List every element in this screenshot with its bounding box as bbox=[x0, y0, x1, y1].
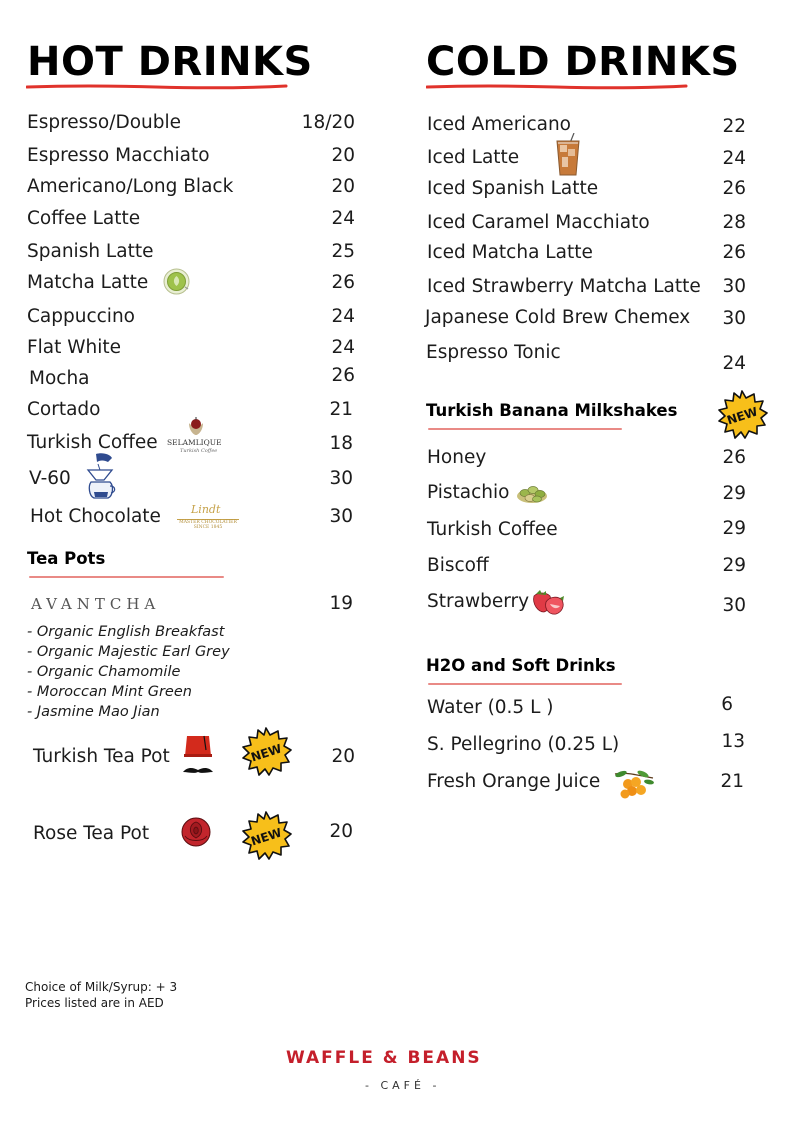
menu-item-price: 22 bbox=[722, 116, 746, 137]
tea-variety: - Moroccan Mint Green bbox=[27, 684, 192, 700]
menu-item-price: 26 bbox=[331, 365, 355, 386]
menu-item-name: Biscoff bbox=[427, 555, 489, 576]
selamlique-logo: SELAMLIQUE bbox=[167, 438, 222, 447]
menu-item-price: 29 bbox=[722, 518, 746, 539]
menu-item-price: 26 bbox=[331, 272, 355, 293]
menu-item-price: 26 bbox=[722, 242, 746, 263]
menu-item-name: Spanish Latte bbox=[27, 241, 154, 262]
selamlique-tagline: Turkish Coffee bbox=[180, 448, 218, 454]
tea-variety: - Organic Chamomile bbox=[27, 664, 181, 680]
menu-item-name: Cappuccino bbox=[27, 306, 135, 327]
milkshakes-underline bbox=[428, 428, 622, 430]
lindt-tagline-line1: MASTER CHOCOLATIER bbox=[179, 520, 237, 525]
tea-variety: - Jasmine Mao Jian bbox=[27, 704, 160, 720]
menu-item-price: 24 bbox=[331, 208, 355, 229]
menu-item-name: Turkish Coffee bbox=[427, 519, 558, 540]
menu-item-name: Espresso Tonic bbox=[426, 342, 561, 363]
menu-item-price: 26 bbox=[722, 178, 746, 199]
cold-drinks-title: COLD DRINKS bbox=[426, 39, 740, 85]
menu-item-name: Japanese Cold Brew Chemex bbox=[425, 307, 691, 328]
menu-notes bbox=[25, 980, 177, 1011]
menu-item-name: Turkish Coffee bbox=[27, 432, 158, 453]
menu-item-name: Pistachio bbox=[427, 482, 510, 503]
menu-item-name: Cortado bbox=[27, 399, 101, 420]
menu-item-price: 20 bbox=[331, 145, 355, 166]
selamlique-emblem-icon bbox=[186, 415, 206, 437]
menu-item-name: Iced Strawberry Matcha Latte bbox=[427, 276, 701, 297]
menu-item-name: Iced Americano bbox=[427, 114, 571, 135]
menu-item-price: 18 bbox=[329, 433, 353, 454]
svg-text:NEW: NEW bbox=[725, 404, 760, 428]
svg-text:NEW: NEW bbox=[249, 741, 284, 765]
menu-item-name: Espresso Macchiato bbox=[27, 145, 210, 166]
menu-item-price: 20 bbox=[331, 176, 355, 197]
menu-item-price: 30 bbox=[722, 308, 746, 329]
matcha-cup-icon bbox=[163, 268, 190, 295]
menu-item-name: Rose Tea Pot bbox=[33, 823, 150, 844]
cafe-brand-subtitle: - CAFÉ - bbox=[365, 1079, 441, 1092]
menu-item-name: Mocha bbox=[29, 368, 90, 389]
menu-item-name: V-60 bbox=[29, 468, 71, 489]
menu-item-price: 30 bbox=[329, 468, 353, 489]
menu-item-name: Americano/Long Black bbox=[27, 176, 234, 197]
menu-item-price: 25 bbox=[331, 241, 355, 262]
avantcha-price: 19 bbox=[329, 593, 353, 614]
menu-item-price: 28 bbox=[722, 212, 746, 233]
rose-icon bbox=[180, 816, 212, 848]
menu-item-name: Espresso/Double bbox=[27, 112, 182, 133]
menu-item-name: Iced Caramel Macchiato bbox=[427, 212, 650, 233]
menu-item-price: 21 bbox=[720, 771, 744, 792]
menu-item-price: 20 bbox=[329, 821, 353, 842]
cold-title-underline bbox=[426, 83, 688, 91]
menu-item-name: Iced Matcha Latte bbox=[427, 242, 593, 263]
fez-mustache-icon bbox=[180, 732, 216, 780]
lindt-tagline-line2: SINCE 1845 bbox=[193, 524, 223, 530]
strawberry-icon bbox=[530, 588, 566, 616]
menu-item-price: 30 bbox=[329, 506, 353, 527]
menu-item-name: Flat White bbox=[27, 337, 122, 358]
cafe-brand-name: WAFFLE & BEANS bbox=[286, 1048, 482, 1068]
tea-pots-title: Tea Pots bbox=[27, 549, 106, 568]
menu-item-name: Fresh Orange Juice bbox=[427, 771, 601, 792]
lindt-logo: Lindt bbox=[191, 503, 221, 516]
tea-pots-underline bbox=[29, 576, 224, 578]
svg-text:NEW: NEW bbox=[249, 825, 284, 849]
menu-item-name: Coffee Latte bbox=[27, 208, 141, 229]
orange-branch-icon bbox=[613, 768, 655, 802]
new-badge-icon bbox=[240, 810, 292, 862]
menu-item-name: Water (0.5 L ) bbox=[427, 697, 554, 718]
soft-drinks-underline bbox=[428, 683, 622, 685]
menu-item-price: 24 bbox=[722, 148, 746, 169]
menu-item-price: 30 bbox=[722, 276, 746, 297]
menu-item-price: 30 bbox=[722, 595, 746, 616]
new-badge-icon bbox=[240, 726, 292, 778]
menu-item-price: 29 bbox=[722, 483, 746, 504]
menu-item-price: 18/20 bbox=[301, 112, 355, 133]
menu-item-price: 24 bbox=[331, 337, 355, 358]
menu-item-price: 26 bbox=[722, 447, 746, 468]
hot-title-underline bbox=[26, 83, 288, 91]
menu-item-name: Turkish Tea Pot bbox=[33, 746, 170, 767]
tea-variety: - Organic English Breakfast bbox=[27, 624, 225, 640]
menu-item-name: Iced Spanish Latte bbox=[427, 178, 599, 199]
currency-note: Prices listed are in AED bbox=[25, 995, 164, 1010]
menu-item-price: 13 bbox=[721, 731, 745, 752]
menu-item-price: 29 bbox=[722, 555, 746, 576]
new-badge-icon bbox=[716, 389, 768, 441]
menu-item-name: Strawberry bbox=[427, 591, 530, 612]
menu-item-name: Matcha Latte bbox=[27, 272, 149, 293]
lindt-tagline bbox=[177, 521, 239, 531]
milkshakes-title: Turkish Banana Milkshakes bbox=[426, 401, 678, 420]
iced-latte-glass-icon bbox=[554, 133, 582, 177]
avantcha-logo: AVANTCHA bbox=[31, 595, 161, 613]
menu-item-price: 6 bbox=[721, 694, 733, 715]
soft-drinks-title: H2O and Soft Drinks bbox=[426, 656, 616, 675]
milk-syrup-note: Choice of Milk/Syrup: + 3 bbox=[25, 980, 178, 994]
menu-item-price: 21 bbox=[329, 399, 353, 420]
menu-item-name: Iced Latte bbox=[427, 147, 520, 168]
menu-item-name: Honey bbox=[427, 447, 487, 468]
menu-item-price: 20 bbox=[331, 746, 355, 767]
v60-dripper-icon bbox=[82, 452, 118, 500]
menu-item-price: 24 bbox=[331, 306, 355, 327]
tea-variety: - Organic Majestic Earl Grey bbox=[27, 644, 230, 660]
menu-item-price: 24 bbox=[722, 353, 746, 374]
menu-item-name: S. Pellegrino (0.25 L) bbox=[427, 734, 620, 755]
hot-drinks-title: HOT DRINKS bbox=[27, 39, 313, 85]
menu-item-name: Hot Chocolate bbox=[30, 506, 161, 527]
pistachio-icon bbox=[516, 480, 548, 504]
